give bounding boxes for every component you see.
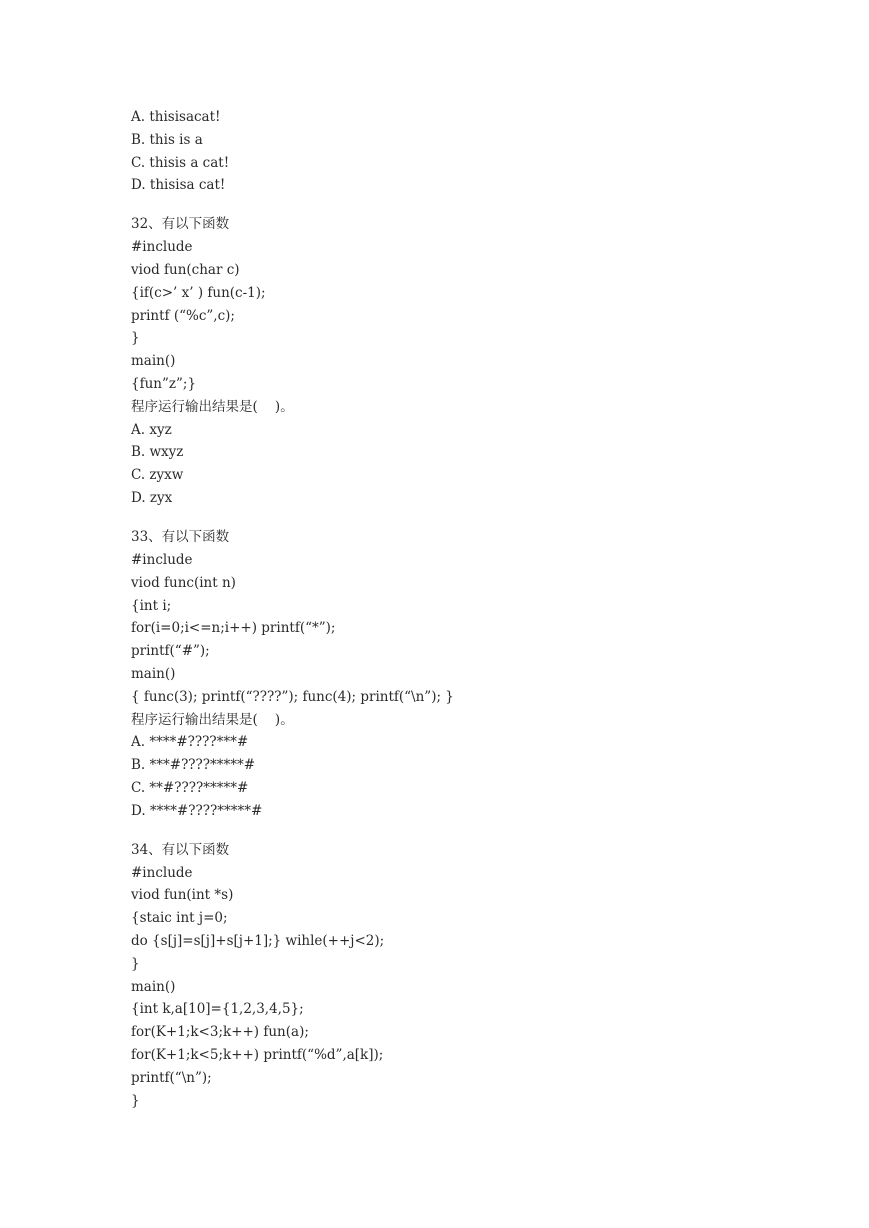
- text-line: do {s[j]=s[j]+s[j+1];} wihle(++j<2);: [131, 932, 385, 949]
- text-line: A. xyz: [131, 421, 172, 438]
- q31-options: [131, 106, 831, 197]
- text-line: printf (“%c”,c);: [131, 307, 235, 324]
- text-line: D. thisisa cat!: [131, 177, 226, 194]
- text-line: for(i=0;i<=n;i++) printf(“*”);: [131, 620, 336, 637]
- text-line: viod func(int n): [131, 574, 236, 591]
- text-line: {int i;: [131, 597, 172, 614]
- text-line: #include: [131, 239, 193, 256]
- text-line: B. this is a: [131, 131, 203, 148]
- text-line: A. thisisacat!: [131, 109, 221, 125]
- text-line: B. wxyz: [131, 444, 184, 461]
- text-line: 33、有以下函数: [131, 529, 230, 546]
- text-line: 32、有以下函数: [131, 216, 230, 233]
- text-line: main(): [131, 353, 176, 370]
- text-line: main(): [131, 978, 176, 995]
- question-32: [131, 213, 831, 509]
- text-line: 程序运行输出结果是( )。: [131, 711, 294, 728]
- text-line: {int k,a[10]={1,2,3,4,5};: [131, 1001, 304, 1018]
- text-line: 34、有以下函数: [131, 841, 230, 858]
- text-line: for(K+1;k<3;k++) fun(a);: [131, 1024, 309, 1041]
- text-line: { func(3); printf(“????”); func(4); printf(“\n”); }: [131, 688, 454, 705]
- question-34: [131, 839, 831, 1113]
- text-line: B. ***#????*****#: [131, 757, 256, 774]
- block-spacer: [131, 510, 831, 526]
- text-line: printf(“#”);: [131, 643, 210, 660]
- text-line: }: [131, 330, 140, 347]
- text-line: #include: [131, 551, 193, 568]
- text-line: 程序运行输出结果是( )。: [131, 398, 294, 415]
- text-line: main(): [131, 665, 176, 682]
- text-line: A. ****#????***#: [131, 734, 249, 751]
- text-line: C. thisis a cat!: [131, 154, 230, 171]
- text-line: {fun”z”;}: [131, 376, 197, 393]
- text-line: {if(c>’ x’ ) fun(c-1);: [131, 284, 266, 301]
- block-spacer: [131, 197, 831, 213]
- text-line: viod fun(char c): [131, 262, 240, 279]
- text-line: {staic int j=0;: [131, 910, 228, 927]
- text-line: C. zyxw: [131, 467, 184, 484]
- text-line: D. zyx: [131, 490, 173, 507]
- text-line: for(K+1;k<5;k++) printf(“%d”,a[k]);: [131, 1046, 384, 1063]
- text-line: }: [131, 955, 140, 972]
- text-line: viod fun(int *s): [131, 887, 234, 904]
- question-33: [131, 526, 831, 822]
- text-line: C. **#????*****#: [131, 779, 249, 796]
- document-page: [131, 106, 831, 1112]
- text-line: printf(“\n”);: [131, 1069, 212, 1086]
- text-line: }: [131, 1092, 140, 1109]
- text-line: #include: [131, 864, 193, 881]
- text-line: D. ****#????*****#: [131, 802, 263, 819]
- block-spacer: [131, 823, 831, 839]
